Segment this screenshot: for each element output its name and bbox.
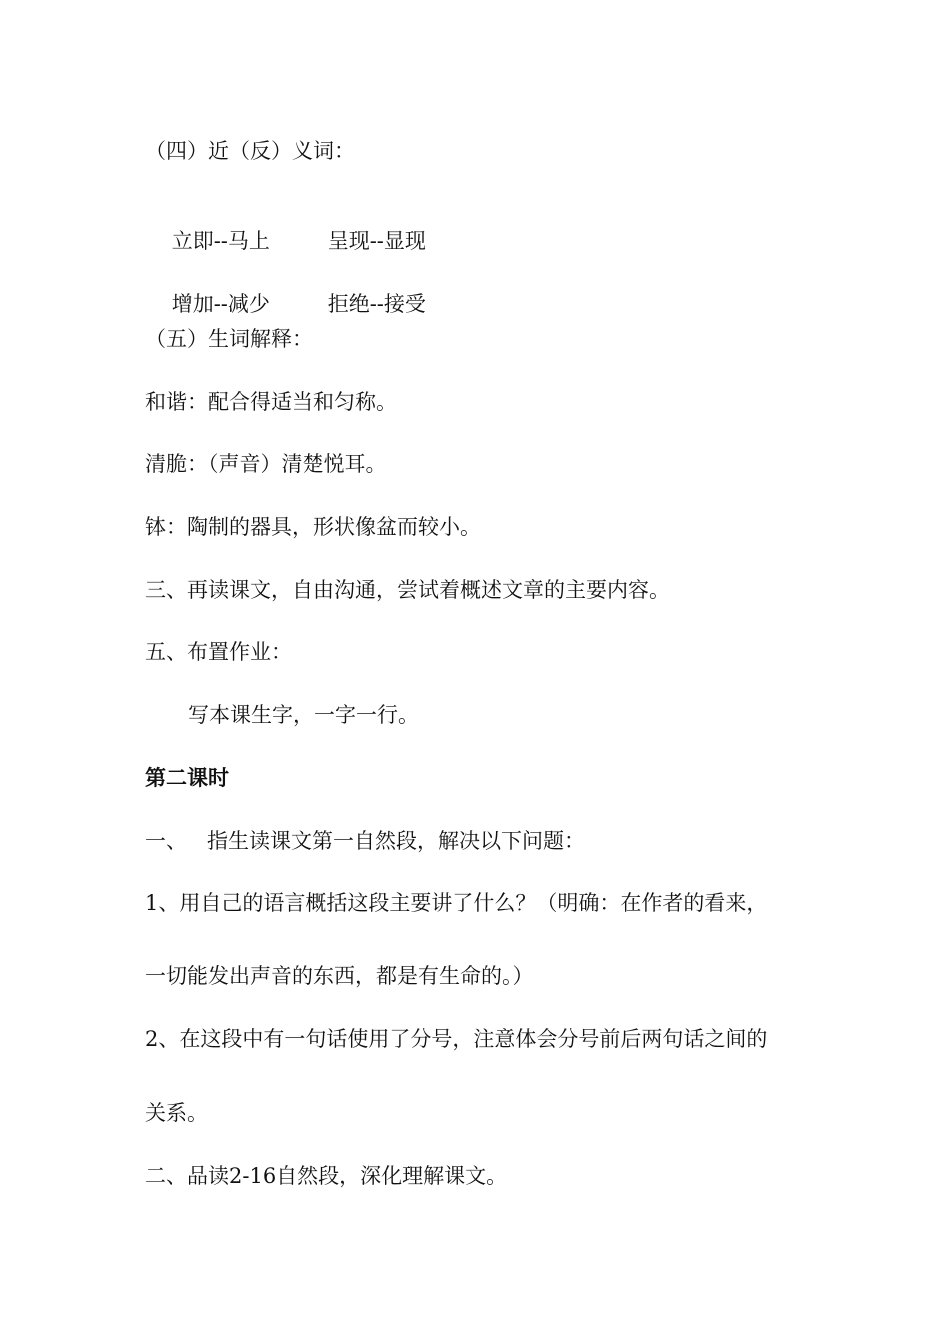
section-heading-vocabulary: （五）生词解释： [145, 327, 313, 351]
question-section-two: 二、品读2-16自然段，深化理解课文。 [145, 1164, 508, 1188]
synonym-pair: 呈现--显现 [327, 229, 426, 253]
question-item-continued: 一切能发出声音的东西，都是有生命的。） [145, 964, 534, 988]
step-three: 三、再读课文，自由沟通，尝试着概述文章的主要内容。 [145, 578, 670, 602]
definition-item: 清脆：（声音）清楚悦耳。 [145, 452, 387, 476]
question-item-continued: 关系。 [145, 1101, 208, 1125]
antonym-pair: 拒绝--接受 [327, 292, 426, 316]
question-item: 2、在这段中有一句话使用了分号，注意体会分号前后两句话之间的 [145, 1027, 768, 1051]
definition-item: 钵：陶制的器具，形状像盆而较小。 [145, 515, 481, 539]
section-heading-synonyms: （四）近（反）义词： [145, 139, 355, 163]
homework-text: 写本课生字，一字一行。 [188, 703, 419, 727]
definition-item: 和谐：配合得适当和匀称。 [145, 390, 397, 414]
step-five-homework: 五、布置作业： [145, 640, 292, 664]
question-item: 1、用自己的语言概括这段主要讲了什么？（明确：在作者的看来， [145, 891, 768, 915]
question-section-one: 一、 指生读课文第一自然段，解决以下问题： [145, 829, 586, 853]
antonym-pair: 增加--减少 [171, 292, 270, 316]
lesson-two-heading: 第二课时 [145, 766, 229, 790]
synonym-pair: 立即--马上 [171, 229, 270, 253]
